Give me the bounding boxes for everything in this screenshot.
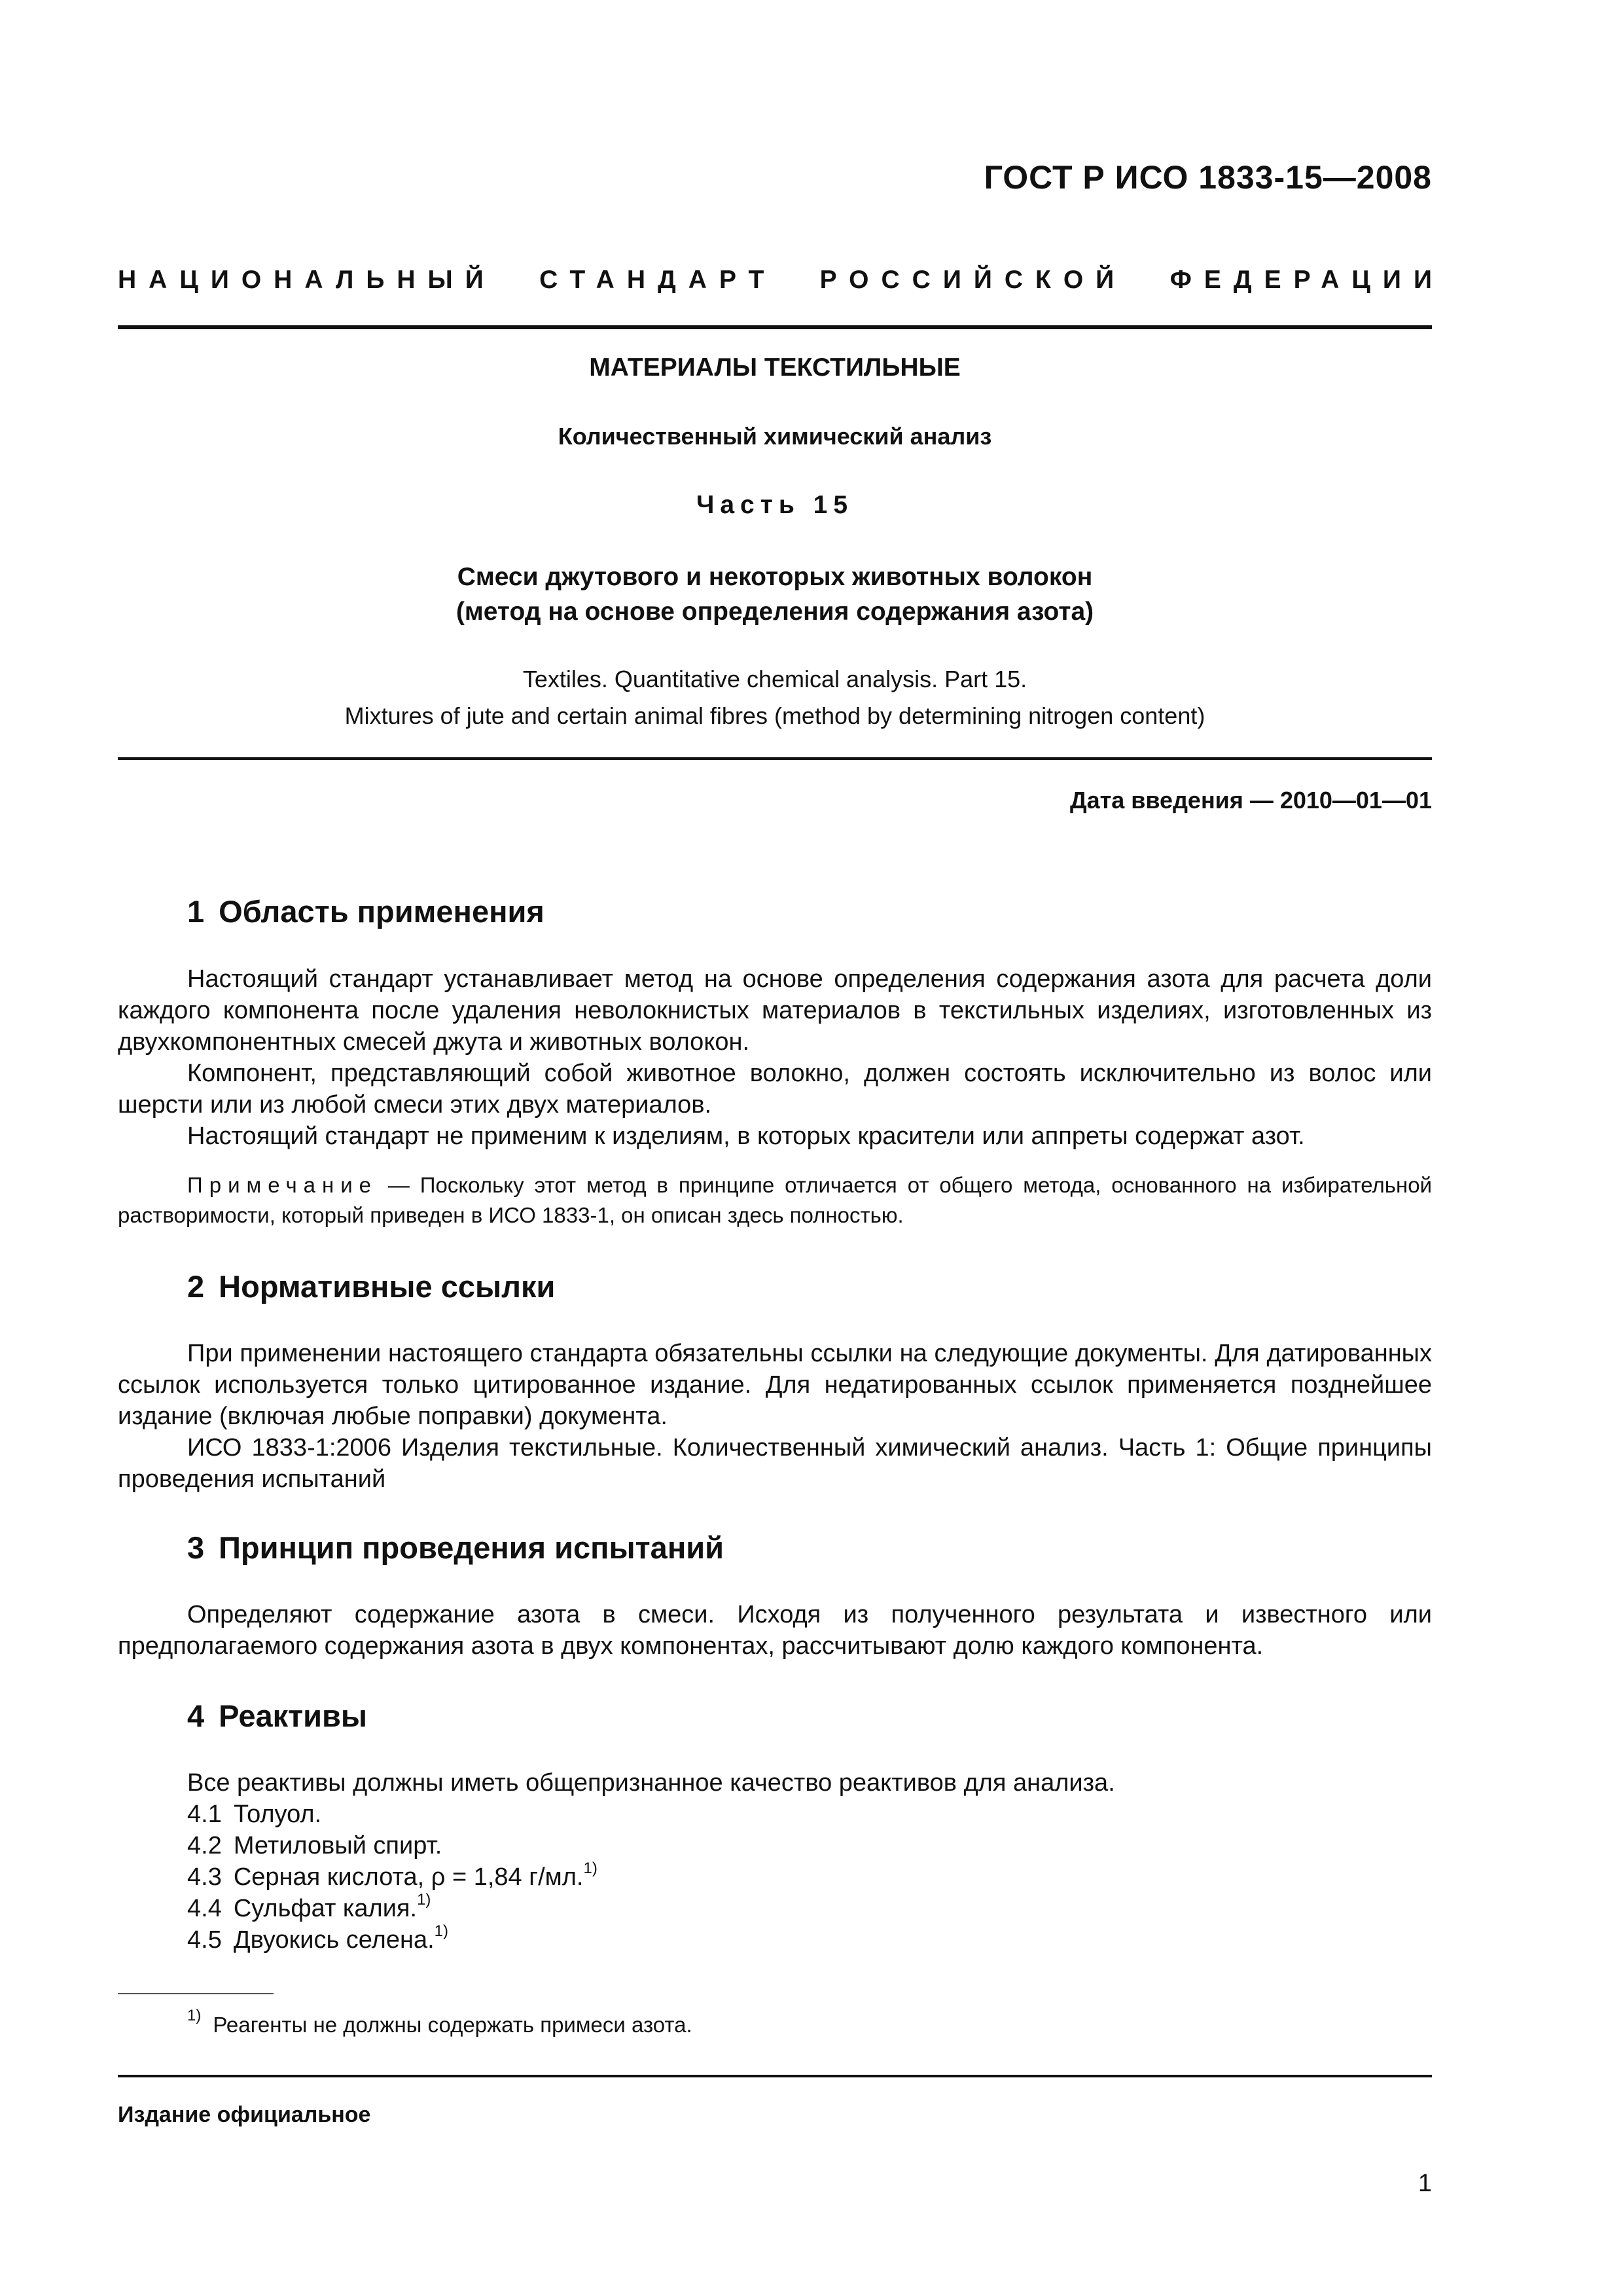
paragraph: При применении настоящего стандарта обязательны ссылки на следующие документы. Для датированных ссылок используется только цитированное издание. Для недатированных ссылок применяется позднейшее издание (включая любые поправки) документа. [118,1340,1432,1430]
item-number: 4.5 [187,1926,222,1954]
item-text: Толуол. [233,1801,322,1828]
paragraph: ИСО 1833-1:2006 Изделия текстильные. Количественный химический анализ. Часть 1: Общие принципы проведения испытаний [118,1434,1432,1493]
section-title: Область применения [219,894,544,929]
part-title-line: (метод на основе определения содержания азота) [455,598,1094,626]
banner-word: РОССИЙСКОЙ [819,266,1127,294]
item-text: Сульфат калия. [233,1895,418,1922]
section-heading-1 [187,893,544,929]
title-divider [118,757,1432,760]
footnote [187,2007,692,2037]
introduction-date: Дата введения — 2010—01—01 [1069,787,1432,814]
footnote-divider [118,1993,274,1994]
paragraph: Компонент, представляющий собой животное волокно, должен состоять исключительно из волос или шерсти или из любой смеси этих двух материалов. [118,1060,1432,1119]
banner-word: ФЕДЕРАЦИИ [1169,266,1444,294]
section-3-body [118,1599,1432,1662]
national-standard-banner [118,266,1444,295]
section-number: 1 [187,894,205,929]
footnote-ref: 1) [583,1859,597,1877]
section-title: Нормативные ссылки [219,1269,556,1304]
document-part-title [118,560,1432,629]
standard-code: ГОСТ Р ИСО 1833-15—2008 [984,159,1432,196]
footnote-mark: 1) [187,2007,202,2024]
item-number: 4.4 [187,1895,222,1922]
section-title: Реактивы [219,1698,368,1733]
list-intro: Все реактивы должны иметь общепризнанное качество реактивов для анализа. [187,1769,1115,1797]
section-number: 3 [187,1530,205,1565]
paragraph: Настоящий стандарт устанавливает метод на основе определения содержания азота для расчета доли каждого компонента после удаления неволокнистых материалов в текстильных изделиях, изготовленных из двухкомпонентных смесей джута и животных волокон. [118,965,1432,1056]
list-item [187,1799,1115,1830]
section-title: Принцип проведения испытаний [219,1530,724,1565]
edition-label: Издание официальное [118,2102,371,2127]
section-1-note [118,1170,1432,1230]
english-title-line: Textiles. Quantitative chemical analysis. Part 15. [522,666,1027,692]
note-paragraph [118,1170,1432,1230]
section-1-body [118,963,1432,1152]
item-text: Метиловый спирт. [233,1832,442,1859]
part-title-line: Смеси джутового и некоторых животных волокон [457,563,1093,591]
footnote-ref: 1) [434,1922,448,1940]
document-subtitle: Количественный химический анализ [558,423,992,450]
english-title [118,661,1432,734]
footnote-text: Реагенты не должны содержать примеси азота. [213,2013,692,2037]
section-number: 4 [187,1698,205,1733]
item-number: 4.1 [187,1801,222,1828]
section-heading-2 [187,1268,555,1304]
footer-divider [118,2075,1432,2077]
header-divider [118,325,1432,329]
list-item [187,1830,1115,1861]
note-text: — Поскольку этот метод в принципе отличается от общего метода, основанного на избирательной растворимости, который приведен в ИСО 1833-1, он описан здесь полностью. [118,1173,1432,1227]
paragraph: Настоящий стандарт не применим к изделиям, в которых красители или аппреты содержат азот. [187,1122,1305,1150]
reagents-list [187,1767,1115,1956]
note-label: Примечание [187,1173,378,1197]
page-number: 1 [1418,2170,1432,2197]
document-part: Часть 15 [696,491,854,519]
section-heading-3 [187,1530,724,1566]
footnote-ref: 1) [417,1891,431,1909]
list-item [187,1861,1115,1893]
section-2-body [118,1338,1432,1495]
banner-word: СТАНДАРТ [539,266,777,294]
item-number: 4.3 [187,1863,222,1891]
paragraph: Определяют содержание азота в смеси. Исходя из полученного результата и известного или предполагаемого содержания азота в двух компонентах, рассчитывают долю каждого компонента. [118,1601,1432,1660]
english-title-line: Mixtures of jute and certain animal fibres (method by determining nitrogen content) [344,702,1205,729]
section-number: 2 [187,1269,205,1304]
item-text: Двуокись селена. [233,1926,435,1954]
section-heading-4 [187,1698,367,1734]
document-title: МАТЕРИАЛЫ ТЕКСТИЛЬНЫЕ [589,353,961,382]
banner-word: НАЦИОНАЛЬНЫЙ [118,266,496,294]
item-text: Серная кислота, ρ = 1,84 г/мл. [233,1863,584,1891]
item-number: 4.2 [187,1832,222,1859]
list-item [187,1924,1115,1956]
list-item [187,1893,1115,1924]
